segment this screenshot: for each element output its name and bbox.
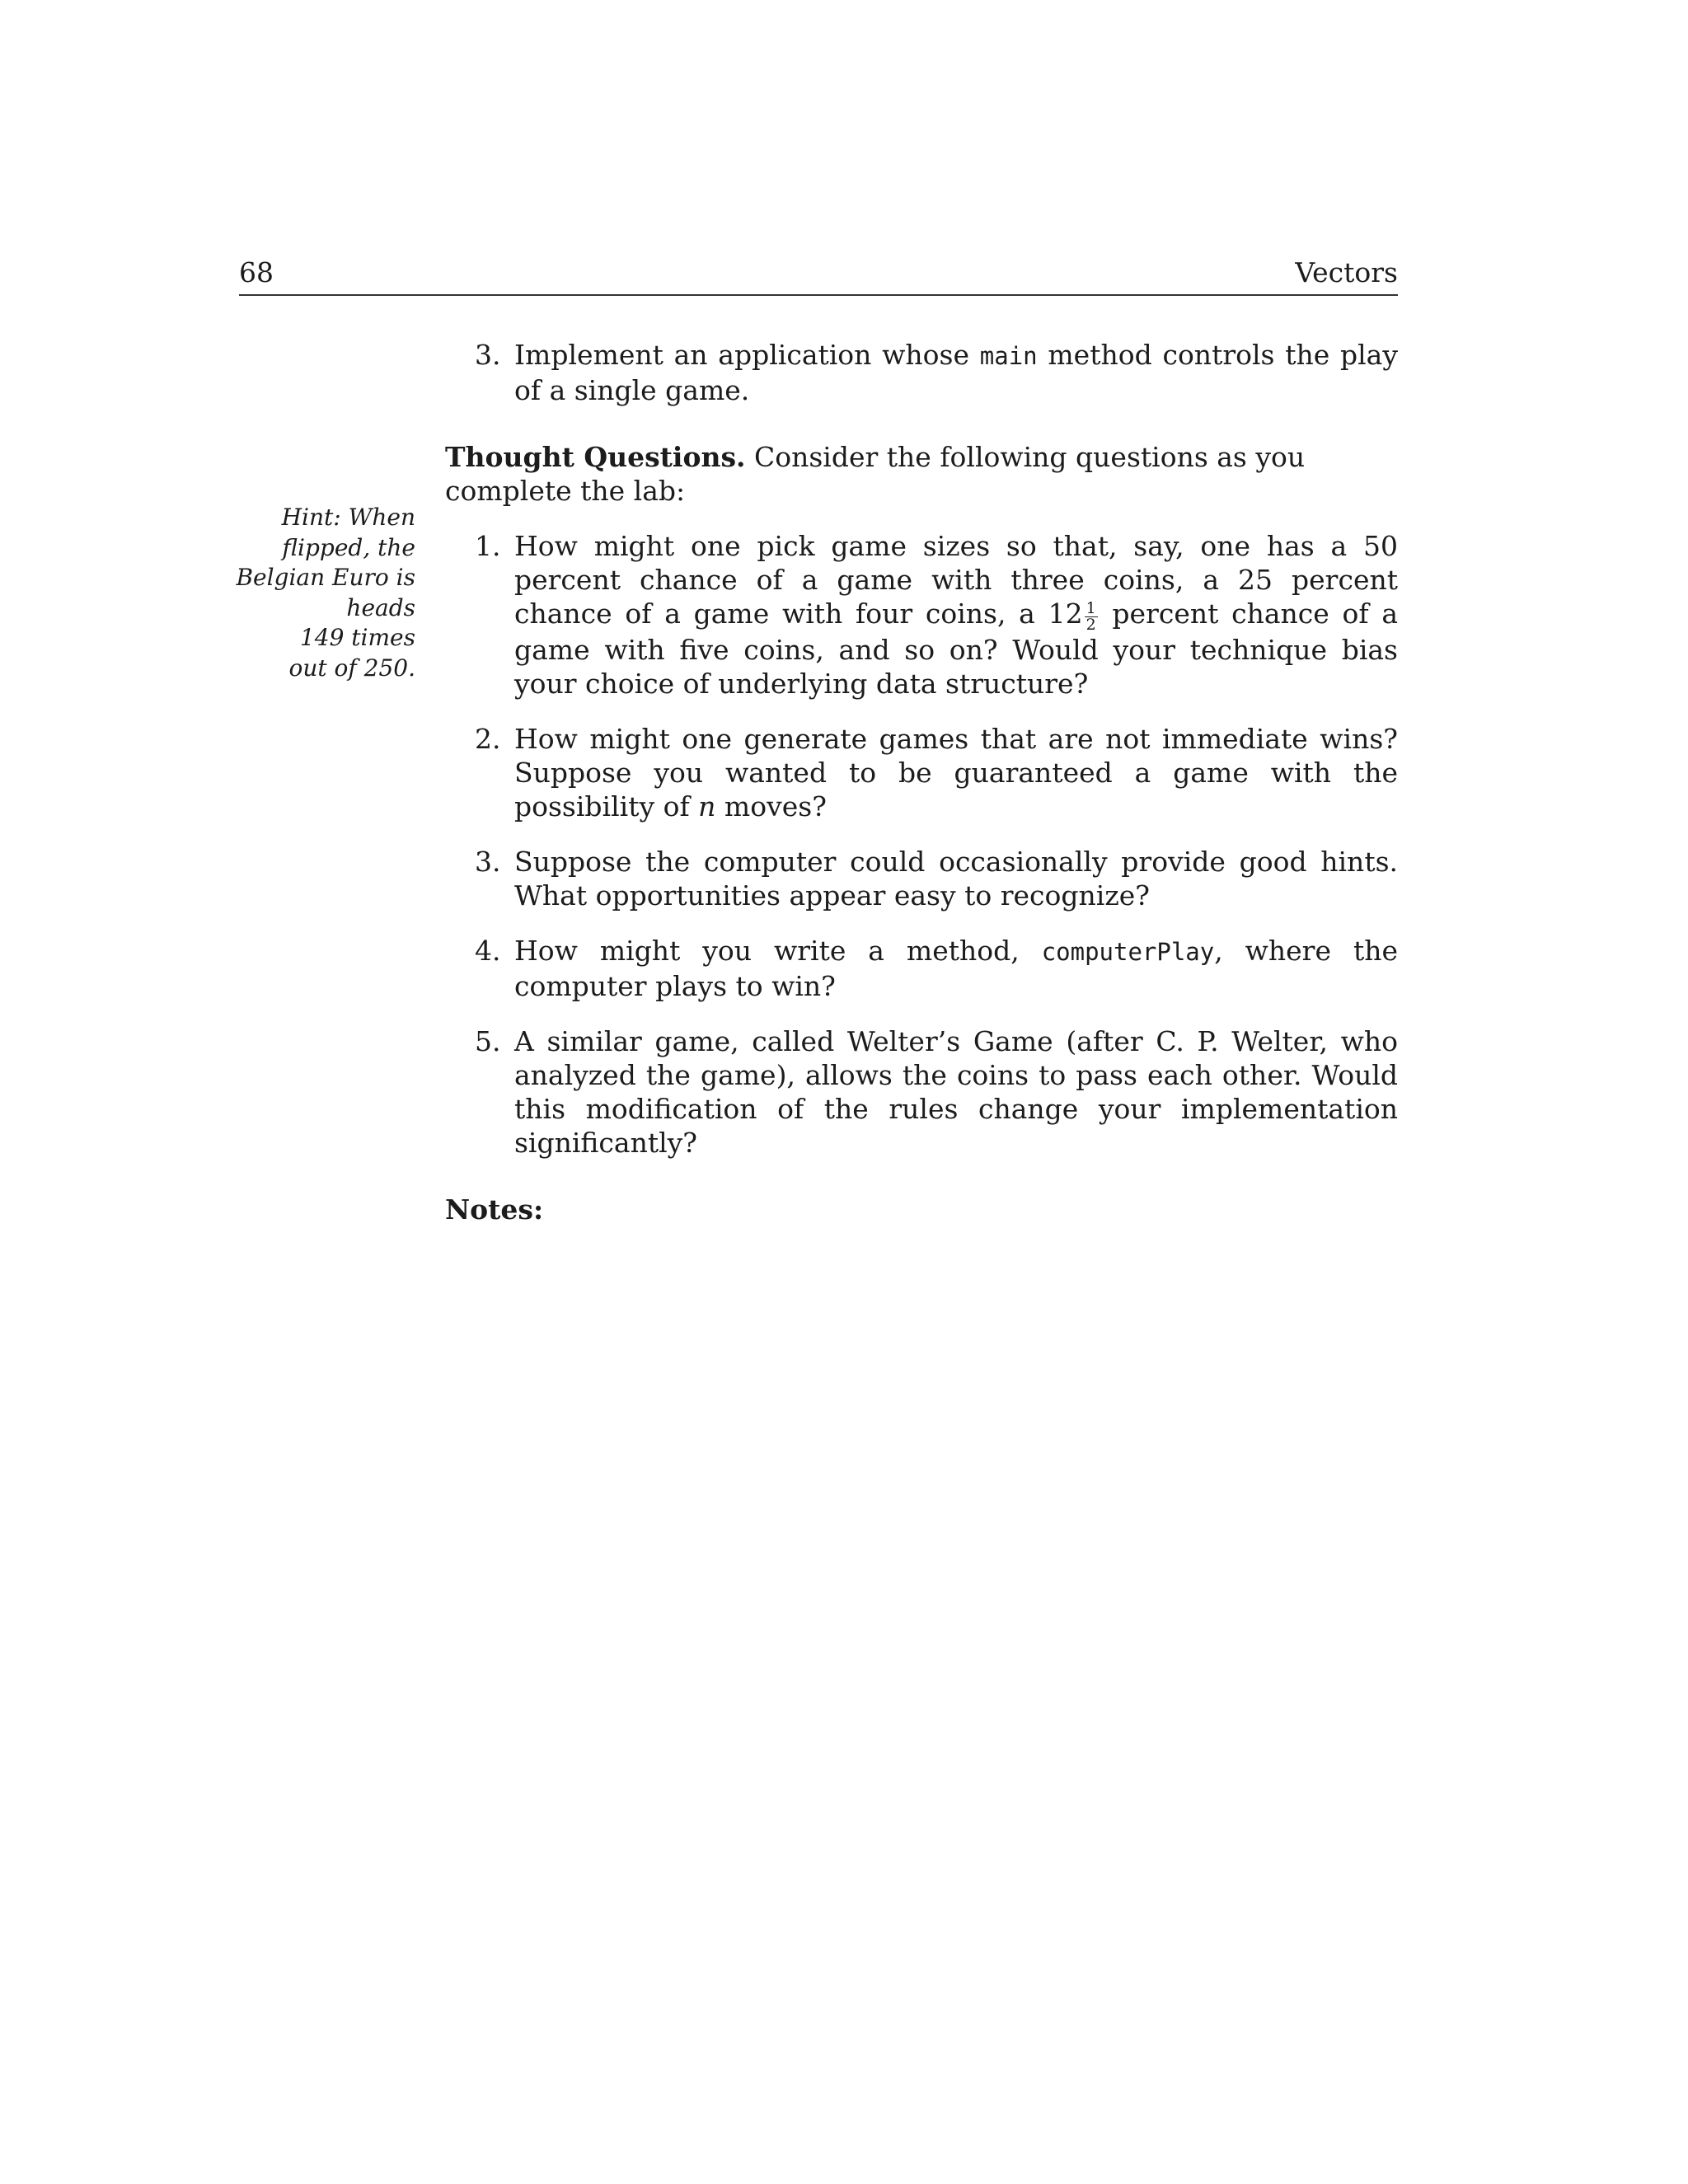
list-number: 1. bbox=[475, 530, 501, 562]
list-number: 4. bbox=[475, 935, 501, 967]
main-text bbox=[445, 338, 1398, 1226]
margin-hint-line: flipped, the bbox=[282, 533, 415, 561]
page-number: 68 bbox=[239, 256, 274, 288]
list-number: 2. bbox=[475, 723, 501, 755]
list-number: 5. bbox=[475, 1025, 501, 1057]
inline-code: computerPlay bbox=[1041, 938, 1215, 966]
margin-hint-line: Hint: When bbox=[281, 504, 415, 531]
list-number: 3. bbox=[475, 846, 501, 878]
margin-hint bbox=[231, 503, 415, 683]
question-1: 1. How might one pick game sizes so that, say, one has a 50 percent chance of a game with three coins, a 25 percent chance of a game with four coins, a 12 $\frac{1}{2}$ percent chance of a game with five coins, and so on? Would your technique bias your choice of underlying data structure? bbox=[475, 530, 1398, 700]
thought-questions-intro: Thought Questions. Consider the following questions as you complete the lab: bbox=[445, 441, 1306, 507]
chapter-title: Vectors bbox=[1295, 256, 1398, 288]
question-4: 4. How might you write a method, computerPlay, where the computer plays to win? bbox=[475, 935, 1398, 1002]
inline-code: main bbox=[979, 342, 1038, 370]
fraction-one-half: $\frac{1}{2}$ bbox=[1085, 599, 1096, 634]
math-variable: n bbox=[698, 790, 716, 823]
margin-hint-line: 149 times bbox=[299, 624, 415, 651]
margin-hint-line: heads bbox=[346, 593, 415, 621]
margin-hint-line: Belgian Euro is bbox=[236, 564, 415, 591]
question-3: 3. Suppose the computer could occasionally provide good hints. What opportunities appear easy to recognize? bbox=[475, 846, 1398, 912]
section-heading: Thought Questions. bbox=[445, 441, 746, 473]
margin-hint-line: out of 250. bbox=[288, 654, 415, 682]
question-2: 2. How might one generate games that are not immediate wins? Suppose you wanted to be guaranteed a game with the possibility of n moves? bbox=[475, 723, 1398, 823]
procedure-step-3: 3. Implement an application whose main method controls the play of a single game. bbox=[475, 339, 1399, 406]
list-number: 3. bbox=[475, 339, 501, 371]
question-5: 5. A similar game, called Welter’s Game (after C. P. Welter, who analyzed the game), allows the coins to pass each other. Would this modification of the rules change your implementation significantly? bbox=[475, 1025, 1398, 1159]
notes-heading: Notes: bbox=[445, 1193, 544, 1226]
running-head bbox=[239, 251, 1398, 296]
